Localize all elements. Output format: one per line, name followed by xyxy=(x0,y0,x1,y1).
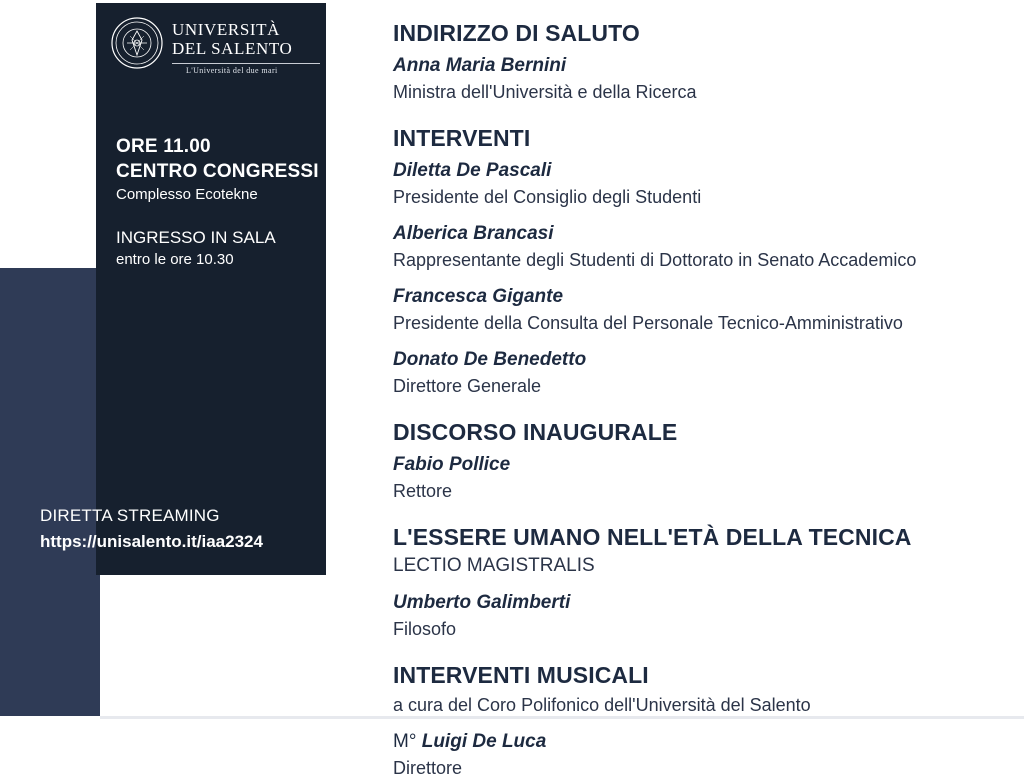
spacer xyxy=(116,206,321,227)
speaker-name: Umberto Galimberti xyxy=(393,592,571,613)
event-details xyxy=(116,134,321,271)
university-logo xyxy=(110,14,315,92)
section-subheading: LECTIO MAGISTRALIS xyxy=(393,555,595,576)
section-heading-lectio-magistralis: L'ESSERE UMANO NELL'ETÀ DELLA TECNICA xyxy=(393,524,912,550)
conductor-name: Luigi De Luca xyxy=(421,731,547,752)
speaker-name: Donato De Benedetto xyxy=(393,349,587,370)
speaker-name: Diletta De Pascali xyxy=(393,160,552,181)
university-tagline: L'Università del due mari xyxy=(186,66,278,75)
speaker-name: Fabio Pollice xyxy=(393,454,511,475)
speaker-role: Direttore Generale xyxy=(393,376,542,396)
event-venue-detail: Complesso Ecotekne xyxy=(116,186,258,203)
event-venue: CENTRO CONGRESSI xyxy=(116,161,319,182)
speaker-role: Rettore xyxy=(393,481,453,501)
speaker-role: Presidente della Consulta del Personale Tecnico-Amministrativo xyxy=(393,313,903,333)
event-entry: INGRESSO IN SALA xyxy=(116,228,276,247)
speaker-role: Filosofo xyxy=(393,619,457,639)
streaming-label: DIRETTA STREAMING xyxy=(40,506,220,525)
conductor-line xyxy=(393,728,1005,755)
conductor-role: Direttore xyxy=(393,758,463,778)
speaker-name: Alberica Brancasi xyxy=(393,223,554,244)
section-heading-interventi: INTERVENTI xyxy=(393,125,531,151)
university-wordmark xyxy=(172,20,292,58)
left-accent-panel xyxy=(0,268,100,716)
university-crest-icon xyxy=(110,16,164,70)
university-name-line-2: DEL SALENTO xyxy=(172,39,293,58)
speaker-role: Presidente del Consiglio degli Studenti xyxy=(393,187,702,207)
speaker-role: Rappresentante degli Studenti di Dottorato in Senato Accademico xyxy=(393,250,917,270)
programme-list xyxy=(393,18,1005,781)
conductor-prefix: M° xyxy=(393,731,417,752)
section-heading-indirizzo-di-saluto: INDIRIZZO DI SALUTO xyxy=(393,20,640,46)
speaker-name: Anna Maria Bernini xyxy=(393,55,567,76)
streaming-url-link[interactable]: https://unisalento.it/iaa2324 xyxy=(40,532,263,551)
section-note: a cura del Coro Polifonico dell'Università del Salento xyxy=(393,695,811,715)
speaker-role: Ministra dell'Università e della Ricerca xyxy=(393,82,697,102)
streaming-block xyxy=(40,503,330,555)
section-heading-discorso-inaugurale: DISCORSO INAUGURALE xyxy=(393,419,678,445)
logo-divider xyxy=(172,63,320,64)
section-heading-interventi-musicali: INTERVENTI MUSICALI xyxy=(393,662,649,688)
event-entry-detail: entro le ore 10.30 xyxy=(116,251,234,268)
university-name-line-1: UNIVERSITÀ xyxy=(172,20,280,39)
speaker-name: Francesca Gigante xyxy=(393,286,564,307)
event-time: ORE 11.00 xyxy=(116,136,211,157)
